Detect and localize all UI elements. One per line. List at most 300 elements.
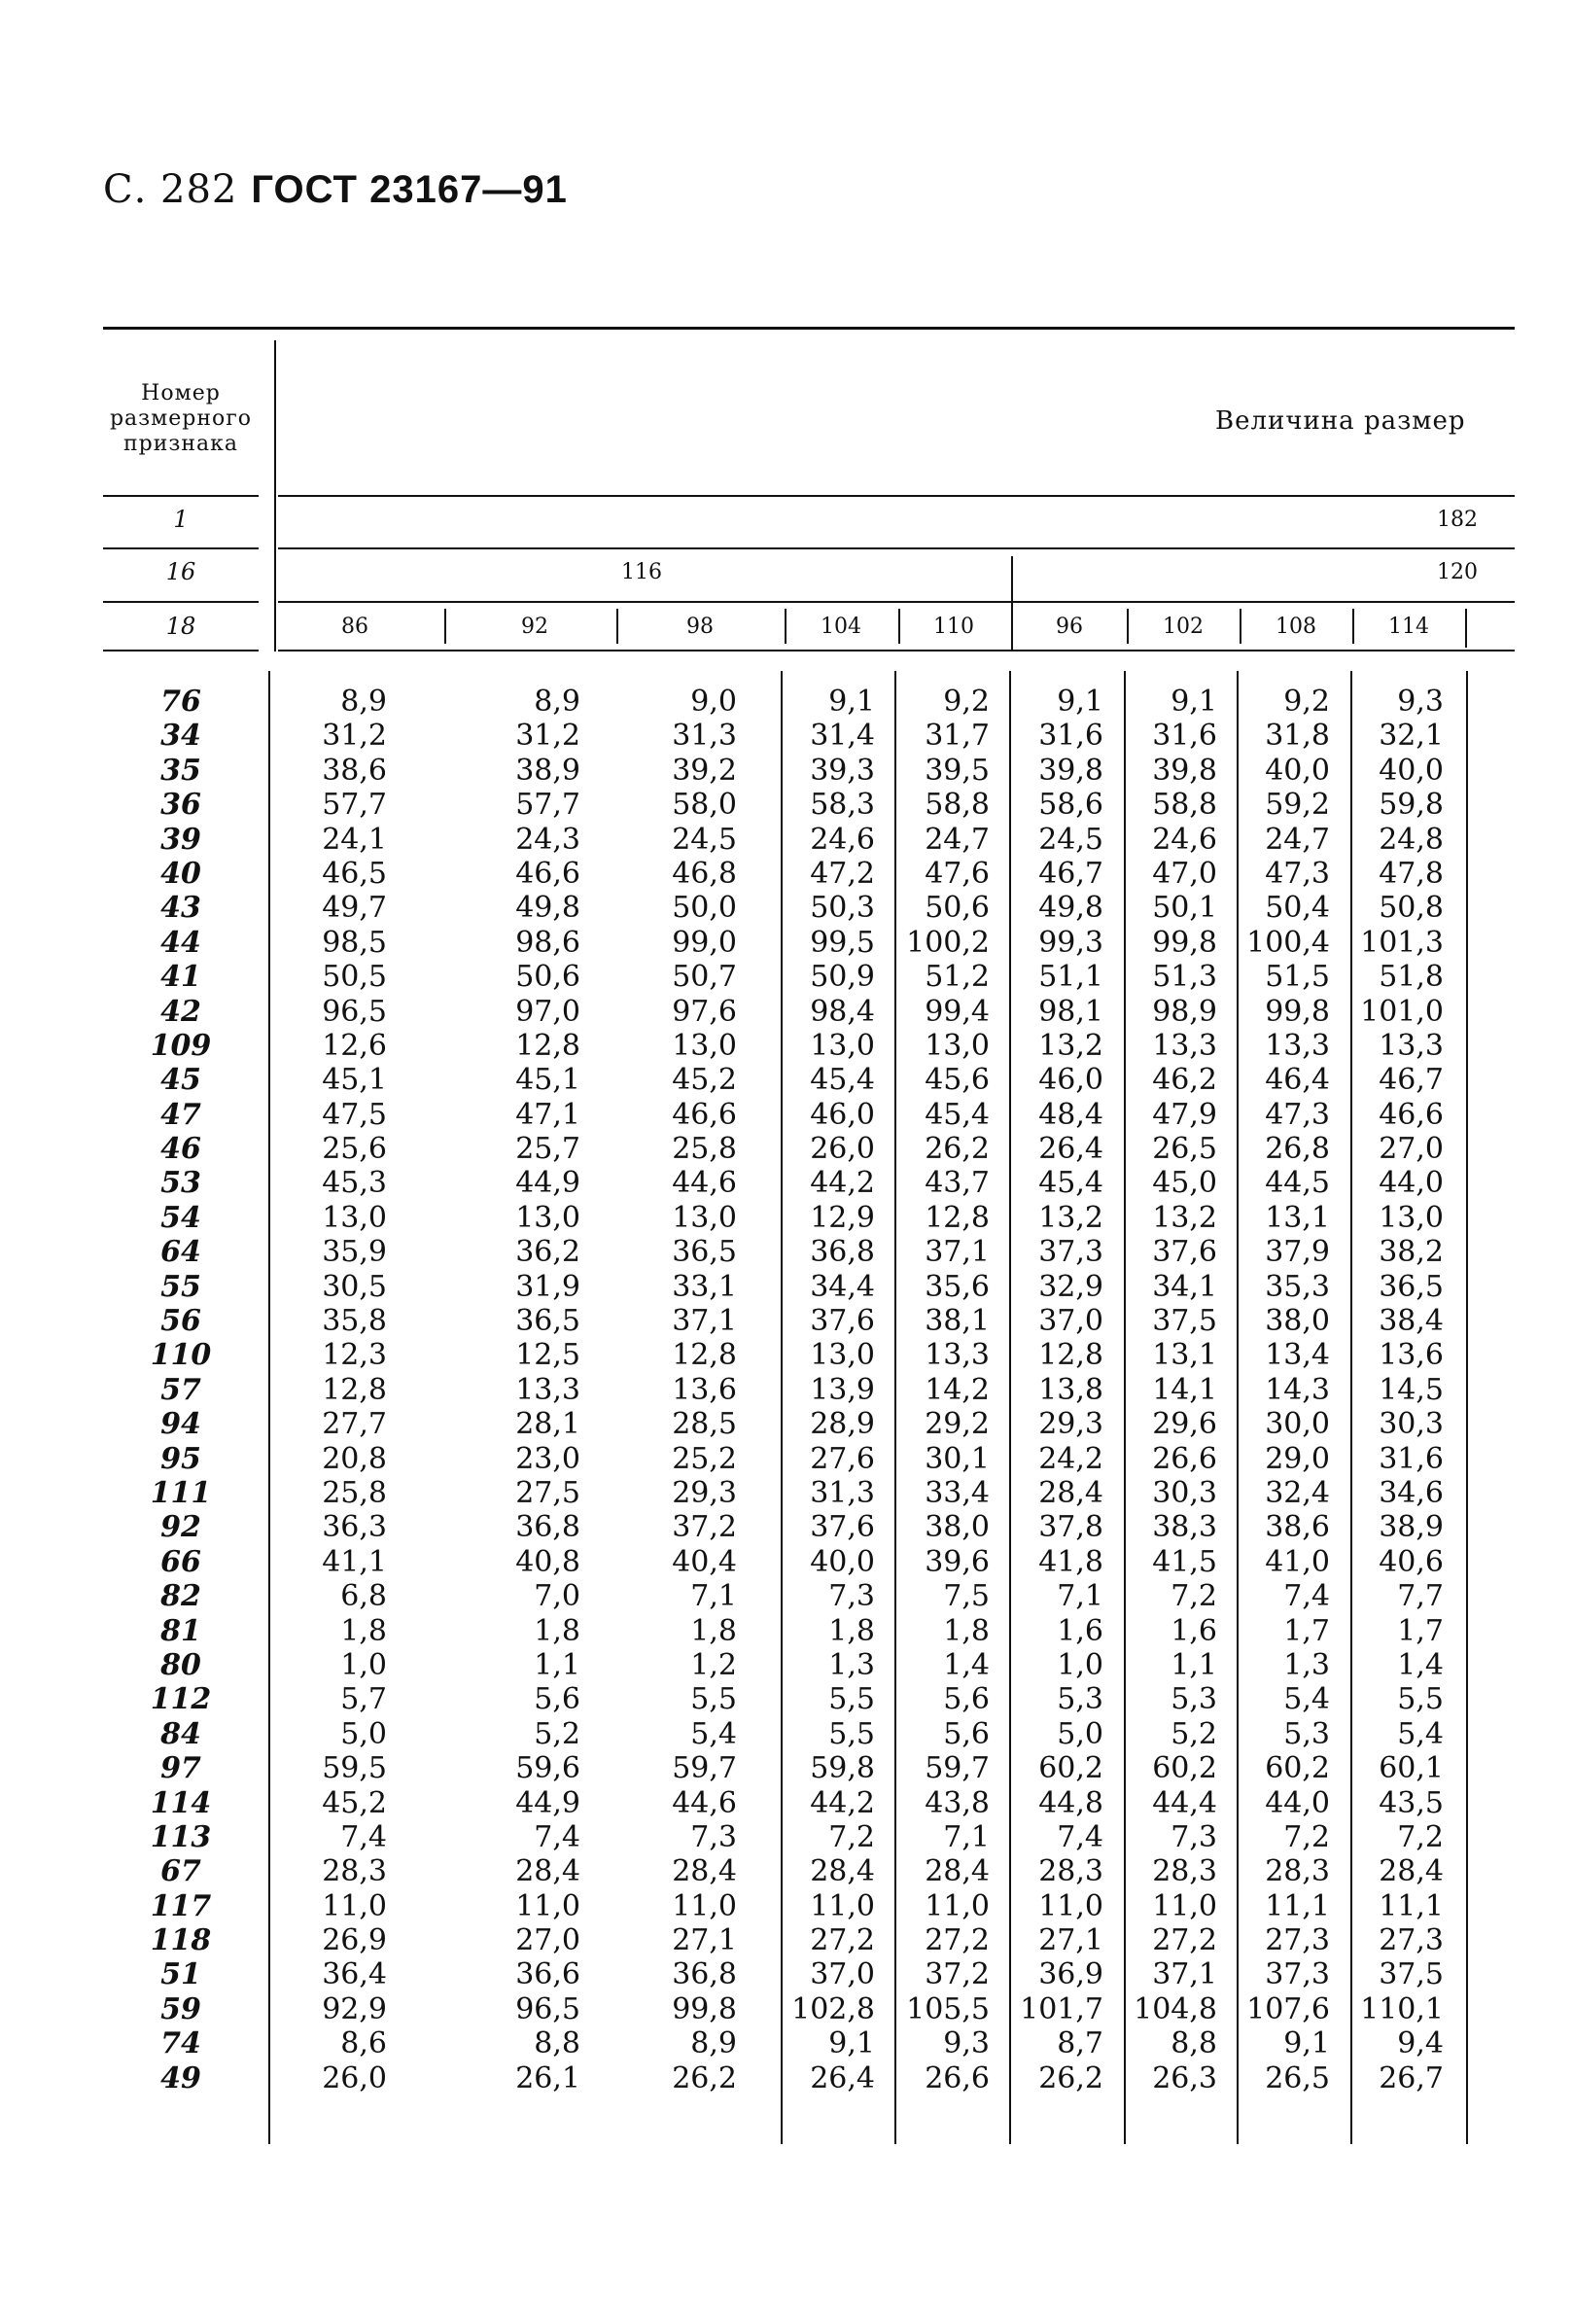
row-label: 55 [160,1269,201,1304]
table-cell: 92,9 [322,1991,387,2026]
table-cell: 39,6 [925,1544,990,1579]
table-cell: 1,8 [828,1613,875,1648]
table-cell: 11,1 [1379,1888,1444,1923]
table-cell: 57,7 [322,788,387,823]
table-cell: 99,8 [672,1991,737,2026]
table-cell: 5,4 [1283,1682,1330,1717]
data-column [270,685,387,2095]
table-cell: 45,1 [322,1063,387,1098]
table-cell: 7,2 [1283,1819,1330,1854]
table-cell: 46,5 [322,856,387,891]
table-cell: 100,2 [906,925,990,960]
table-cell: 47,0 [1152,856,1217,891]
table-cell: 24,7 [1265,822,1330,857]
table-cell: 11,0 [925,1888,990,1923]
table-cell: 60,2 [1152,1751,1217,1786]
col-header-7: 102 [1163,615,1204,639]
table-cell: 36,8 [515,1510,580,1545]
table-cell: 11,0 [515,1888,580,1923]
table-cell: 7,2 [1397,1819,1444,1854]
table-cell: 58,8 [925,788,990,823]
table-cell: 37,3 [1265,1957,1330,1992]
table-cell: 32,9 [1038,1269,1103,1304]
table-cell: 37,1 [925,1235,990,1270]
row-label: 118 [150,1923,212,1958]
table-cell: 20,8 [322,1441,387,1476]
table-cell: 13,0 [810,1338,875,1373]
table-cell: 44,5 [1265,1166,1330,1201]
rule-header-1 [278,495,1515,497]
table-cell: 43,8 [925,1785,990,1820]
table-cell: 59,7 [672,1751,737,1786]
table-cell: 44,6 [672,1785,737,1820]
table-cell: 26,0 [322,2060,387,2095]
table-cell: 1,1 [534,1647,580,1682]
col-header-8: 108 [1276,615,1316,639]
table-cell: 9,4 [1397,2026,1444,2061]
table-cell: 35,8 [322,1304,387,1339]
table-cell: 98,9 [1152,994,1217,1029]
table-cell: 38,4 [1379,1304,1444,1339]
table-cell: 47,8 [1379,856,1444,891]
table-cell: 9,1 [1057,685,1103,719]
table-cell: 37,5 [1379,1957,1444,1992]
table-cell: 36,2 [515,1235,580,1270]
table-cell: 36,8 [672,1957,737,1992]
table-cell: 9,1 [828,2026,875,2061]
table-cell: 46,6 [672,1097,737,1132]
table-cell: 100,4 [1246,925,1330,960]
table-cell: 1,8 [534,1613,580,1648]
table-cell: 26,2 [925,1132,990,1167]
table-cell: 40,4 [672,1544,737,1579]
table-cell: 26,4 [810,2060,875,2095]
table-cell: 13,0 [925,1028,990,1063]
table-cell: 12,8 [1038,1338,1103,1373]
table-cell: 44,0 [1265,1785,1330,1820]
table-cell: 9,2 [943,685,990,719]
table-cell: 28,1 [515,1407,580,1442]
table-cell: 12,5 [515,1338,580,1373]
table-cell: 96,5 [322,994,387,1029]
row-label: 110 [150,1338,212,1373]
table-cell: 37,0 [810,1957,875,1992]
table-cell: 12,3 [322,1338,387,1373]
table-cell: 40,0 [1265,753,1330,788]
table-cell: 104,8 [1134,1991,1217,2026]
table-cell: 35,3 [1265,1269,1330,1304]
table-cell: 59,6 [515,1751,580,1786]
table-cell: 105,5 [906,1991,990,2026]
table-cell: 41,0 [1265,1544,1330,1579]
row2-value-2: 120 [1437,560,1478,584]
row-label: 41 [160,960,201,995]
corner-label-line-2: размерного [109,406,253,431]
table-cell: 37,2 [672,1510,737,1545]
table-cell: 44,4 [1152,1785,1217,1820]
table-cell: 39,3 [810,753,875,788]
table-cell: 27,5 [515,1475,580,1510]
table-cell: 7,2 [1171,1579,1217,1614]
table-cell: 31,3 [672,719,737,754]
table-cell: 26,9 [322,1923,387,1958]
table-cell: 37,6 [1152,1235,1217,1270]
page-header [103,167,568,212]
table-cell: 13,2 [1152,1200,1217,1235]
table-cell: 37,9 [1265,1235,1330,1270]
table-cell: 5,3 [1057,1682,1103,1717]
table-cell: 7,4 [1057,1819,1103,1854]
table-cell: 13,1 [1265,1200,1330,1235]
table-cell: 5,5 [690,1682,737,1717]
table-cell: 11,0 [322,1888,387,1923]
table-cell: 47,5 [322,1097,387,1132]
table-cell: 36,5 [672,1235,737,1270]
table-cell: 46,0 [1038,1063,1103,1098]
table-cell: 29,3 [1038,1407,1103,1442]
table-cell: 40,0 [1379,753,1444,788]
table-cell: 9,3 [1397,685,1444,719]
table-cell: 28,9 [810,1407,875,1442]
table-cell: 27,0 [1379,1132,1444,1167]
table-cell: 45,4 [810,1063,875,1098]
col-header-5: 110 [933,615,974,639]
table-cell: 7,3 [828,1579,875,1614]
table-cell: 59,5 [322,1751,387,1786]
table-cell: 29,0 [1265,1441,1330,1476]
table-cell: 99,3 [1038,925,1103,960]
table-cell: 12,9 [810,1200,875,1235]
table-cell: 37,1 [1152,1957,1217,1992]
table-cell: 29,3 [672,1475,737,1510]
table-cell: 24,3 [515,822,580,857]
table-cell: 59,8 [810,1751,875,1786]
table-cell: 5,5 [828,1682,875,1717]
row-label: 57 [160,1372,201,1407]
rule-header-2 [278,547,1515,549]
table-cell: 38,3 [1152,1510,1217,1545]
table-cell: 58,6 [1038,788,1103,823]
table-cell: 25,7 [515,1132,580,1167]
table-cell: 34,6 [1379,1475,1444,1510]
vrule-body-7 [1466,671,1468,2144]
table-cell: 14,2 [925,1372,990,1407]
table-cell: 25,8 [322,1475,387,1510]
table-cell: 47,6 [925,856,990,891]
table-cell: 44,9 [515,1785,580,1820]
table-cell: 31,7 [925,719,990,754]
row-label: 47 [160,1097,201,1132]
table-cell: 11,0 [810,1888,875,1923]
row-label: 92 [160,1510,201,1545]
table-cell: 26,2 [1038,2060,1103,2095]
table-cell: 33,4 [925,1475,990,1510]
table-cell: 45,4 [1038,1166,1103,1201]
row-label: 117 [150,1888,212,1923]
table-cell: 5,6 [943,1682,990,1717]
table-cell: 28,3 [1152,1854,1217,1889]
table-cell: 12,8 [515,1028,580,1063]
table-cell: 39,2 [672,753,737,788]
table-cell: 99,0 [672,925,737,960]
table-cell: 24,8 [1379,822,1444,857]
table-cell: 9,1 [1171,685,1217,719]
table-cell: 101,0 [1360,994,1444,1029]
table-cell: 51,2 [925,960,990,995]
table-cell: 47,3 [1265,1097,1330,1132]
table-cell: 27,3 [1379,1923,1444,1958]
table-cell: 13,4 [1265,1338,1330,1373]
table-cell: 97,0 [515,994,580,1029]
row-label: 74 [160,2026,201,2061]
table-cell: 14,5 [1379,1372,1444,1407]
table-cell: 35,9 [322,1235,387,1270]
row-label: 95 [160,1441,201,1476]
table-cell: 51,1 [1038,960,1103,995]
table-cell: 45,2 [322,1785,387,1820]
rule-header-4 [278,650,1515,651]
table-cell: 13,0 [1379,1200,1444,1235]
table-cell: 46,7 [1379,1063,1444,1098]
table-cell: 5,5 [828,1716,875,1751]
table-cell: 46,8 [672,856,737,891]
row-label: 43 [160,891,201,926]
table-cell: 1,7 [1283,1613,1330,1648]
table-cell: 30,5 [322,1269,387,1304]
table-cell: 26,8 [1265,1132,1330,1167]
table-cell: 5,3 [1283,1716,1330,1751]
table-cell: 31,6 [1038,719,1103,754]
vrule-h-1 [444,609,446,644]
table-cell: 25,2 [672,1441,737,1476]
table-cell: 8,9 [690,2026,737,2061]
data-column [1213,685,1330,2095]
table-cell: 8,9 [340,685,387,719]
row-label: 39 [160,822,201,857]
table-cell: 7,3 [1171,1819,1217,1854]
row-label: 49 [160,2060,201,2095]
table-cell: 30,0 [1265,1407,1330,1442]
col-header-4: 104 [821,615,861,639]
row-label: 113 [150,1819,212,1854]
table-cell: 50,5 [322,960,387,995]
corner-label [103,381,259,457]
table-cell: 36,4 [322,1957,387,1992]
table-cell: 1,4 [1397,1647,1444,1682]
table-cell: 31,6 [1379,1441,1444,1476]
row-label: 94 [160,1407,201,1442]
data-column [464,685,580,2095]
row-label: 67 [160,1854,201,1889]
table-cell: 38,9 [1379,1510,1444,1545]
table-cell: 50,8 [1379,891,1444,926]
table-cell: 13,1 [1152,1338,1217,1373]
table-cell: 27,7 [322,1407,387,1442]
table-cell: 13,2 [1038,1200,1103,1235]
table-cell: 31,2 [515,719,580,754]
table-cell: 26,4 [1038,1132,1103,1167]
table-cell: 6,8 [340,1579,387,1614]
table-cell: 24,6 [810,822,875,857]
table-cell: 28,3 [1038,1854,1103,1889]
row-label: 34 [160,719,201,754]
table-cell: 47,1 [515,1097,580,1132]
table-cell: 13,0 [322,1200,387,1235]
table-cell: 99,8 [1265,994,1330,1029]
table-cell: 7,1 [1057,1579,1103,1614]
table-cell: 8,9 [534,685,580,719]
row-label: 64 [160,1235,201,1270]
table-cell: 30,1 [925,1441,990,1476]
row-label: 66 [160,1544,201,1579]
table-cell: 58,0 [672,788,737,823]
table-cell: 99,5 [810,925,875,960]
table-cell: 45,6 [925,1063,990,1098]
table-cell: 1,8 [690,1613,737,1648]
table-cell: 36,6 [515,1957,580,1992]
table-cell: 98,5 [322,925,387,960]
table-cell: 58,8 [1152,788,1217,823]
table-cell: 1,0 [340,1647,387,1682]
table-cell: 9,2 [1283,685,1330,719]
table-cell: 40,0 [810,1544,875,1579]
table-cell: 39,5 [925,753,990,788]
table-cell: 110,1 [1360,1991,1444,2026]
table-cell: 1,8 [943,1613,990,1648]
table-cell: 45,2 [672,1063,737,1098]
table-cell: 11,0 [672,1888,737,1923]
table-cell: 44,0 [1379,1166,1444,1201]
table-cell: 38,6 [1265,1510,1330,1545]
table-cell: 24,1 [322,822,387,857]
table-cell: 98,4 [810,994,875,1029]
table-cell: 13,3 [925,1338,990,1373]
table-cell: 1,2 [690,1647,737,1682]
table-cell: 1,1 [1171,1647,1217,1682]
table-cell: 38,9 [515,753,580,788]
table-cell: 99,8 [1152,925,1217,960]
table-cell: 36,9 [1038,1957,1103,1992]
table-cell: 13,8 [1038,1372,1103,1407]
table-cell: 9,1 [828,685,875,719]
table-cell: 37,0 [1038,1304,1103,1339]
table-top-rule [103,327,1515,330]
table-cell: 31,8 [1265,719,1330,754]
table-cell: 8,6 [340,2026,387,2061]
col-header-3: 98 [686,615,714,639]
table-cell: 38,0 [1265,1304,1330,1339]
table-cell: 59,8 [1379,788,1444,823]
table-cell: 5,2 [1171,1716,1217,1751]
table-cell: 5,6 [534,1682,580,1717]
table-cell: 57,7 [515,788,580,823]
table-cell: 29,6 [1152,1407,1217,1442]
row-label: 54 [160,1200,201,1235]
table-cell: 25,8 [672,1132,737,1167]
table-cell: 36,5 [1379,1269,1444,1304]
table-cell: 13,0 [515,1200,580,1235]
table-cell: 26,6 [925,2060,990,2095]
vrule-h-9 [1465,609,1467,648]
table-cell: 26,5 [1152,1132,1217,1167]
col-header-2: 92 [521,615,548,639]
table-cell: 25,6 [322,1132,387,1167]
table-cell: 26,3 [1152,2060,1217,2095]
table-cell: 27,0 [515,1923,580,1958]
table-cell: 27,2 [810,1923,875,1958]
table-cell: 5,0 [340,1716,387,1751]
table-cell: 36,8 [810,1235,875,1270]
row-label: 35 [160,753,201,788]
table-cell: 37,6 [810,1510,875,1545]
table-cell: 40,6 [1379,1544,1444,1579]
table-cell: 28,4 [810,1854,875,1889]
table-cell: 31,3 [810,1475,875,1510]
rule-corner-2 [103,547,259,549]
table-cell: 46,2 [1152,1063,1217,1098]
table-cell: 98,6 [515,925,580,960]
table-cell: 34,1 [1152,1269,1217,1304]
table-cell: 97,6 [672,994,737,1029]
table-cell: 60,2 [1038,1751,1103,1786]
table-cell: 7,4 [1283,1579,1330,1614]
table-cell: 1,6 [1057,1613,1103,1648]
table-cell: 12,8 [322,1372,387,1407]
table-cell: 13,9 [810,1372,875,1407]
table-cell: 44,6 [672,1166,737,1201]
table-cell: 24,5 [1038,822,1103,857]
table-cell: 37,3 [1038,1235,1103,1270]
table-cell: 98,1 [1038,994,1103,1029]
data-column [1101,685,1217,2095]
vrule-stub [274,340,276,651]
table-cell: 48,4 [1038,1097,1103,1132]
table-cell: 39,8 [1038,753,1103,788]
table-cell: 46,4 [1265,1063,1330,1098]
row3-label: 18 [165,613,196,640]
table-cell: 45,3 [322,1166,387,1201]
table-cell: 49,7 [322,891,387,926]
table-cell: 50,6 [515,960,580,995]
table-cell: 38,1 [925,1304,990,1339]
table-cell: 31,9 [515,1269,580,1304]
table-cell: 5,0 [1057,1716,1103,1751]
table-cell: 44,9 [515,1166,580,1201]
table-cell: 26,2 [672,2060,737,2095]
table-cell: 1,3 [1283,1647,1330,1682]
table-cell: 34,4 [810,1269,875,1304]
table-cell: 1,7 [1397,1613,1444,1648]
table-cell: 11,0 [1038,1888,1103,1923]
table-cell: 50,1 [1152,891,1217,926]
table-cell: 45,0 [1152,1166,1217,1201]
table-cell: 1,3 [828,1647,875,1682]
table-cell: 5,4 [1397,1716,1444,1751]
table-cell: 107,6 [1246,1991,1330,2026]
table-cell: 7,4 [340,1819,387,1854]
table-cell: 60,2 [1265,1751,1330,1786]
table-cell: 50,3 [810,891,875,926]
table-cell: 23,0 [515,1441,580,1476]
rule-corner-3 [103,601,259,603]
table-cell: 38,6 [322,753,387,788]
table-cell: 13,6 [672,1372,737,1407]
table-cell: 13,0 [672,1200,737,1235]
table-cell: 32,4 [1265,1475,1330,1510]
row1-label: 1 [173,506,189,533]
table-cell: 102,8 [791,1991,875,2026]
table-cell: 13,0 [672,1028,737,1063]
